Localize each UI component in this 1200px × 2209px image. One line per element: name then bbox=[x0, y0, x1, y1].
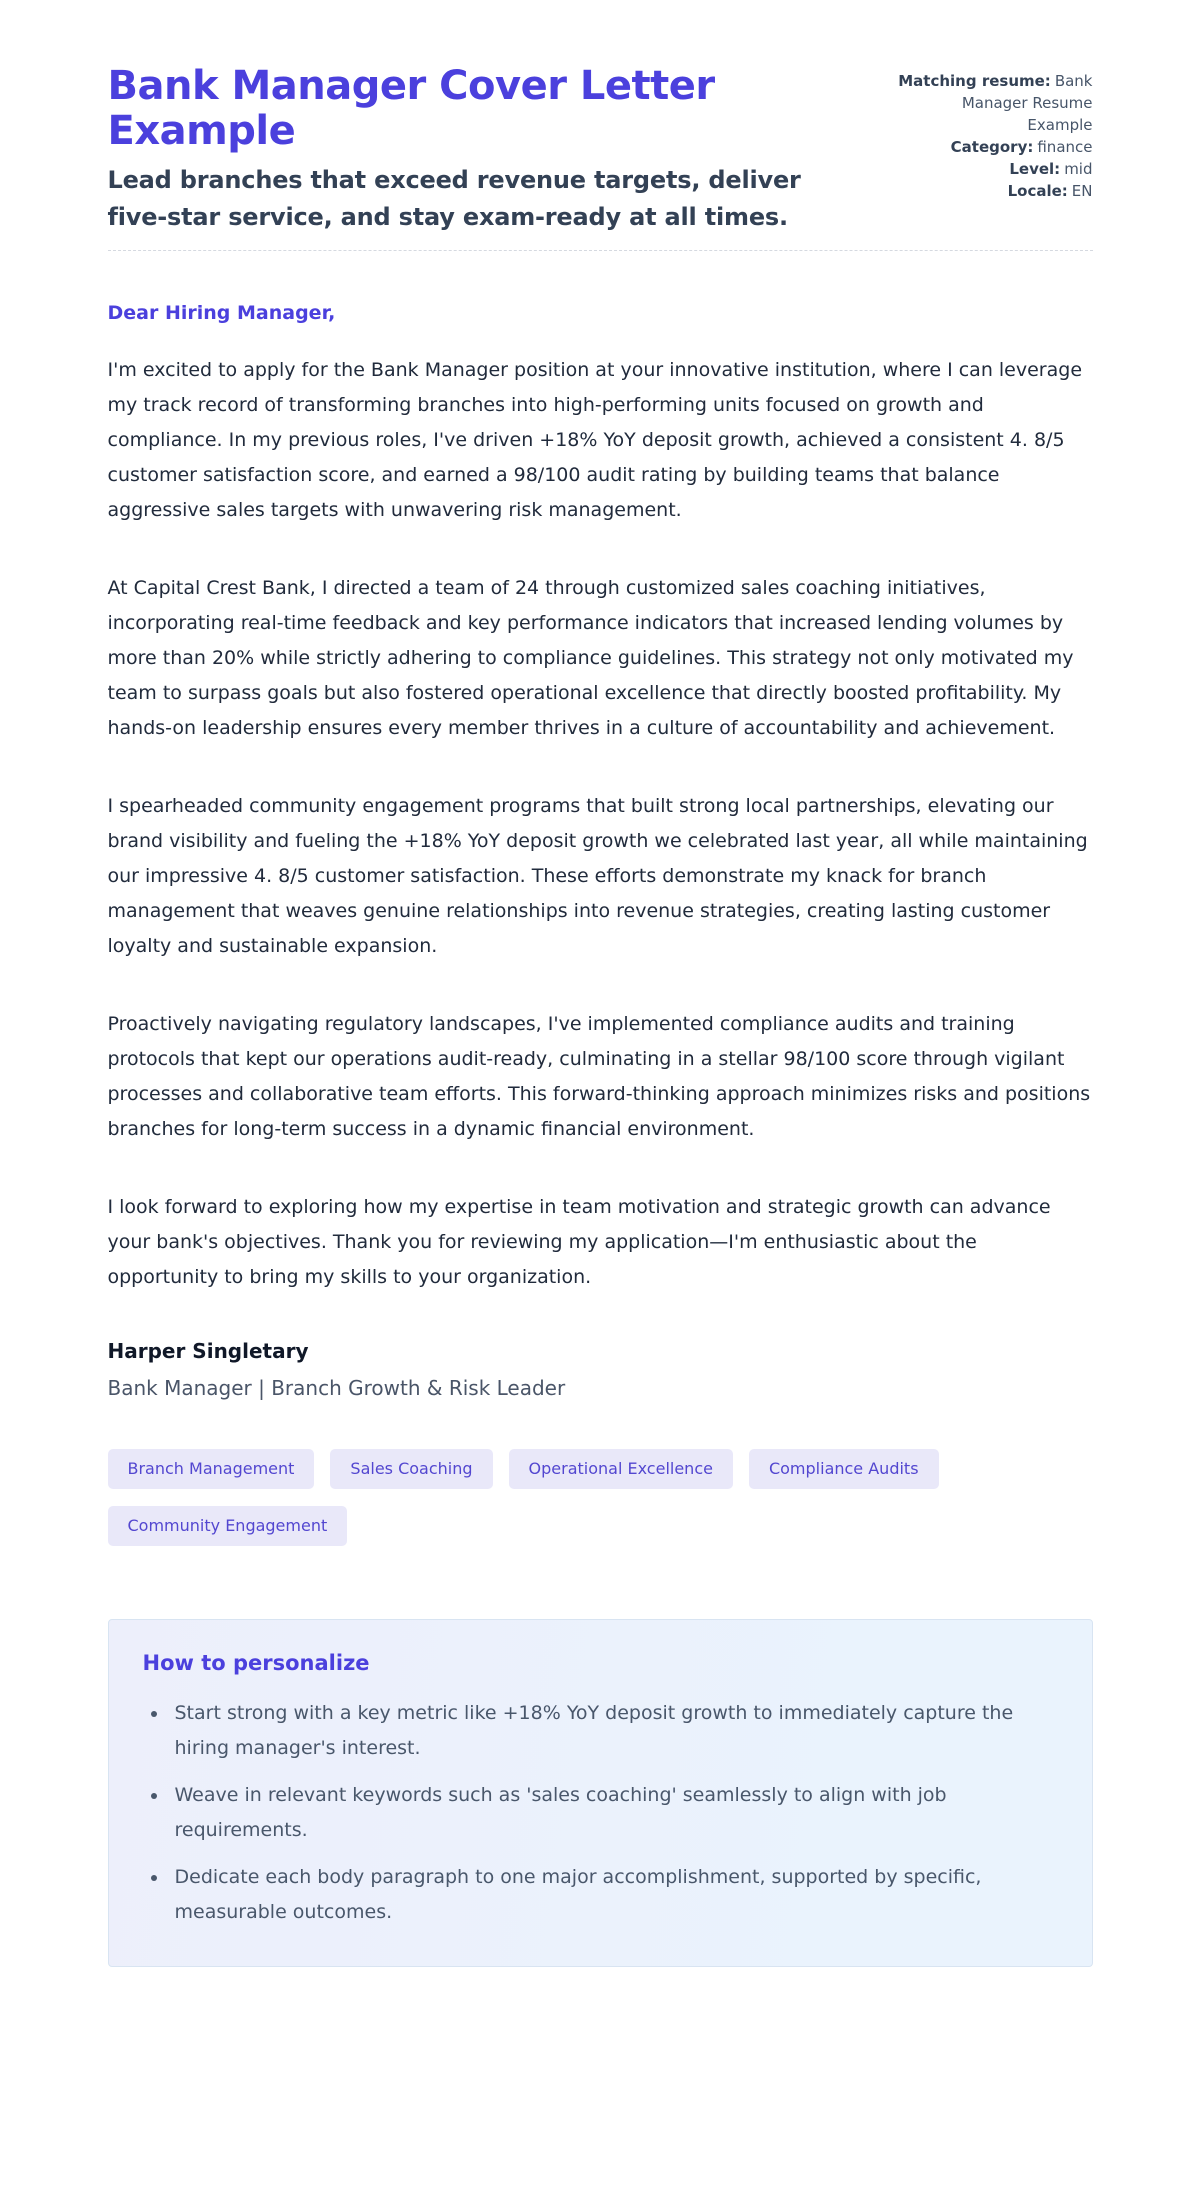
skill-tag[interactable]: Sales Coaching bbox=[330, 1449, 492, 1489]
cover-letter-page bbox=[108, 0, 1093, 2033]
header-title-block bbox=[108, 64, 818, 236]
page-title: Bank Manager Cover Letter Example bbox=[107, 63, 715, 154]
cover-letter-body bbox=[108, 296, 1093, 1401]
skill-tag[interactable]: Compliance Audits bbox=[749, 1449, 939, 1489]
letter-paragraph: At Capital Crest Bank, I directed a team of 24 through customized sales coaching initiatives, incorporating real-time feedback and key performance indicators that increased lending volumes by more than 20% while strictly adhering to compliance guidelines. This strategy not only motivated my team to surpass goals but also fostered operational excellence that directly boosted profitability. My hands-on leadership ensures every member thrives in a culture of accountability and achievement. bbox=[107, 577, 1074, 739]
personalize-tips-box bbox=[108, 1619, 1093, 1967]
meta-level-value: mid bbox=[1064, 160, 1093, 178]
letter-paragraph: Proactively navigating regulatory landscapes, I've implemented compliance audits and training protocols that kept our operations audit-ready, culminating in a stellar 98/100 score through vigilant processes and collaborative team efforts. This forward-thinking approach minimizes risks and positions branches for long-term success in a dynamic financial environment. bbox=[107, 1013, 1091, 1140]
meta-locale-label: Locale: bbox=[1007, 182, 1068, 200]
signature-role: Bank Manager | Branch Growth & Risk Leader bbox=[107, 1376, 566, 1400]
signature-name: Harper Singletary bbox=[107, 1339, 309, 1363]
letter-paragraph: I spearheaded community engagement programs that built strong local partnerships, elevating our brand visibility and fueling the +18% YoY deposit growth we celebrated last year, all while maintaining our impressive 4. 8/5 customer satisfaction. These efforts demonstrate my knack for branch management that weaves genuine relationships into revenue strategies, creating lasting customer loyalty and sustainable expansion. bbox=[107, 795, 1088, 957]
letter-paragraph: I'm excited to apply for the Bank Manager position at your innovative institution, where I can leverage my track record of transforming branches into high-performing units focused on growth and compliance. In my previous roles, I've driven +18% YoY deposit growth, achieved a consistent 4. 8/5 customer satisfaction score, and earned a 98/100 audit rating by building teams that balance aggressive sales targets with unwavering risk management. bbox=[107, 359, 1083, 521]
meta-category bbox=[898, 136, 1093, 158]
meta-matching-resume-label: Matching resume: bbox=[898, 72, 1051, 90]
page-subtitle: Lead branches that exceed revenue targets, deliver five-star service, and stay exam-ready at all times. bbox=[107, 166, 801, 231]
letter-paragraph: I look forward to exploring how my expertise in team motivation and strategic growth can advance your bank's objectives. Thank you for reviewing my application—I'm enthusiastic about the opportunity to bring my skills to your organization. bbox=[107, 1196, 1051, 1288]
meta-matching-resume-value: Bank Manager Resume Example bbox=[961, 72, 1093, 134]
resume-meta bbox=[898, 64, 1093, 202]
tips-title: How to personalize bbox=[142, 1651, 370, 1675]
tip-item: • Start strong with a key metric like +18% YoY deposit growth to immediately capture the hiring manager's interest. bbox=[169, 1696, 1058, 1766]
meta-category-value: finance bbox=[1037, 138, 1093, 156]
skill-tag[interactable]: Branch Management bbox=[108, 1449, 315, 1489]
skill-tag-list bbox=[108, 1449, 1093, 1546]
signature-block bbox=[108, 1338, 1093, 1401]
meta-matching-resume bbox=[898, 70, 1093, 136]
page-header bbox=[108, 64, 1093, 236]
skill-tag[interactable]: Operational Excellence bbox=[509, 1449, 733, 1489]
meta-level-label: Level: bbox=[1009, 160, 1061, 178]
skill-tag[interactable]: Community Engagement bbox=[108, 1506, 348, 1546]
meta-locale-value: EN bbox=[1071, 182, 1093, 200]
tips-list bbox=[143, 1696, 1058, 1930]
tip-item: • Dedicate each body paragraph to one major accomplishment, supported by specific, measurable outcomes. bbox=[169, 1860, 1058, 1930]
meta-locale bbox=[898, 180, 1093, 202]
letter-greeting: Dear Hiring Manager, bbox=[107, 302, 336, 324]
header-divider bbox=[108, 250, 1093, 251]
meta-level bbox=[898, 158, 1093, 180]
tip-item: • Weave in relevant keywords such as 'sales coaching' seamlessly to align with job requirements. bbox=[169, 1778, 1058, 1848]
meta-category-label: Category: bbox=[950, 138, 1034, 156]
